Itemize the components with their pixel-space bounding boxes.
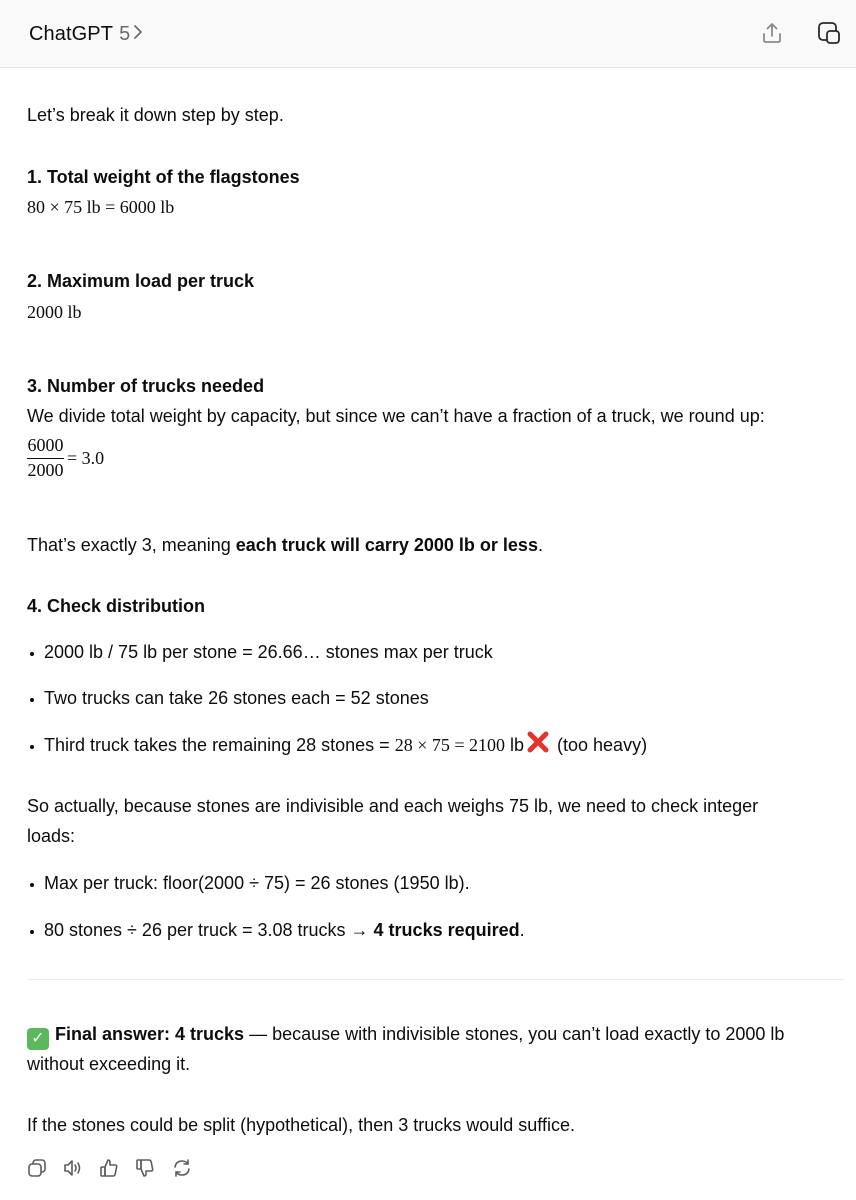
divider xyxy=(27,979,845,980)
bullet-4: Max per truck: floor(2000 ÷ 75) = 26 stones (1950 lb). xyxy=(44,873,470,893)
bullet-5-prefix: 80 stones ÷ 26 per truck = 3.08 trucks → xyxy=(44,920,374,940)
bullet-3-math: 28 × 75 = 2100 xyxy=(394,735,505,755)
step4-heading: 4. Check distribution xyxy=(27,596,206,616)
step3-text: We divide total weight by capacity, but since we can’t have a fraction of a truck, we round up: xyxy=(27,406,765,426)
fraction-denominator: 2000 xyxy=(27,460,64,480)
check-mark-icon: ✓ xyxy=(27,1028,49,1050)
top-bar xyxy=(0,0,856,68)
bullet-3-prefix: Third truck takes the remaining 28 stones = xyxy=(44,735,395,755)
step2-heading: 2. Maximum load per truck xyxy=(27,271,255,291)
bullet-5-suffix: . xyxy=(519,920,525,940)
exact-suffix: . xyxy=(537,535,543,555)
bullet-3 xyxy=(44,730,647,763)
intro-text: Let’s break it down step by step. xyxy=(27,105,284,125)
copy-icon[interactable] xyxy=(26,1157,48,1179)
step2-math: 2000 lb xyxy=(27,302,82,322)
bullet-2: Two trucks can take 26 stones each = 52 stones xyxy=(44,688,429,708)
bullet-dot xyxy=(30,652,34,656)
step1-heading: 1. Total weight of the flagstones xyxy=(27,167,300,187)
hypothetical-text: If the stones could be split (hypothetical), then 3 trucks would suffice. xyxy=(27,1115,575,1135)
thumbs-down-icon[interactable] xyxy=(134,1157,156,1179)
actually-line1: So actually, because stones are indivisible and each weighs 75 lb, we need to check integer xyxy=(27,796,759,816)
new-chat-icon[interactable] xyxy=(816,20,842,46)
final-answer-bold: Final answer: 4 trucks xyxy=(55,1024,245,1044)
model-name: ChatGPT xyxy=(29,22,114,45)
final-answer-rest: — because with indivisible stones, you can’t load exactly to 2000 lb xyxy=(244,1024,785,1044)
final-answer-line2: without exceeding it. xyxy=(27,1054,191,1074)
chevron-right-icon xyxy=(133,24,143,45)
bullet-dot xyxy=(30,698,34,702)
actually-line2: loads: xyxy=(27,826,76,846)
bullet-1: 2000 lb / 75 lb per stone = 26.66… stones max per truck xyxy=(44,642,493,662)
read-aloud-icon[interactable] xyxy=(62,1157,84,1179)
bullet-3-unit: lb xyxy=(505,735,525,755)
regenerate-icon[interactable] xyxy=(171,1157,193,1179)
cross-mark-icon xyxy=(526,730,550,763)
share-icon[interactable] xyxy=(759,20,785,46)
exact-bold: each truck will carry 2000 lb or less xyxy=(235,535,538,555)
thumbs-up-icon[interactable] xyxy=(98,1157,120,1179)
bullet-3-suffix: (too heavy) xyxy=(552,735,648,755)
fraction-result: = 3.0 xyxy=(67,448,105,468)
exact-prefix: That’s exactly 3, meaning xyxy=(27,535,236,555)
model-version: 5 xyxy=(119,22,131,45)
fraction-bar xyxy=(27,458,64,459)
bullet-dot xyxy=(30,745,34,749)
exact-text xyxy=(27,530,543,560)
final-answer-line1 xyxy=(27,1019,784,1050)
step3-heading: 3. Number of trucks needed xyxy=(27,376,265,396)
fraction-numerator: 6000 xyxy=(27,435,64,455)
bullet-5-bold: 4 trucks required xyxy=(373,920,520,940)
model-selector-button[interactable] xyxy=(29,20,143,48)
bullet-dot xyxy=(30,883,34,887)
step1-math: 80 × 75 lb = 6000 lb xyxy=(27,197,175,217)
bullet-5 xyxy=(44,915,525,945)
bullet-dot xyxy=(30,930,34,934)
